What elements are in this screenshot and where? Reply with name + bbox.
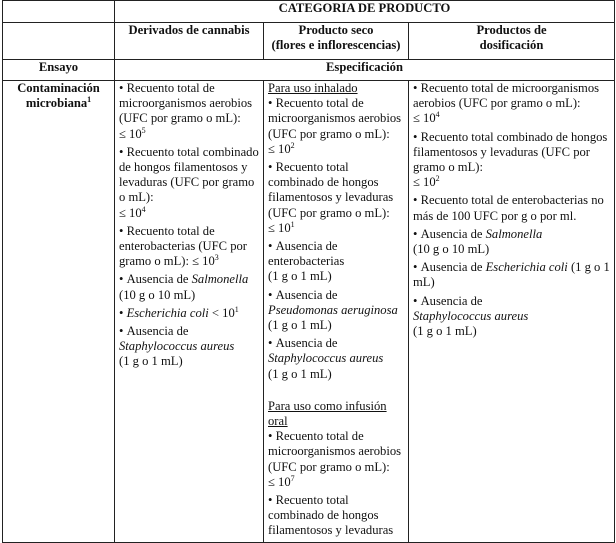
item-sample: (1 g o 1 mL) bbox=[268, 269, 332, 284]
section-title-line2: oral bbox=[268, 414, 288, 429]
assay-label: Ensayo bbox=[3, 60, 115, 81]
list-item bbox=[413, 81, 610, 127]
list-item bbox=[268, 160, 404, 236]
item-text: Recuento total de enterobacterias (UFC por gramo o mL): bbox=[119, 223, 247, 269]
item-limit: ≤ 10 bbox=[413, 111, 436, 126]
col-header-dosificacion-line2: dosificación bbox=[479, 38, 544, 53]
col-header-dosificacion bbox=[409, 23, 615, 60]
list-item bbox=[268, 288, 404, 334]
category-header-row bbox=[3, 1, 615, 23]
col-header-derivados: Derivados de cannabis bbox=[115, 23, 264, 60]
cell-dosificacion bbox=[409, 81, 615, 543]
list-item bbox=[413, 294, 610, 340]
item-organism: Pseudomonas aeruginosa bbox=[268, 302, 398, 317]
item-exponent: 2 bbox=[290, 140, 295, 150]
item-exponent: 2 bbox=[435, 174, 440, 184]
col-header-producto-seco-line1: Producto seco bbox=[298, 23, 374, 37]
item-exponent: 7 bbox=[290, 473, 295, 483]
item-text: Recuento total de microorganismos aerobios (UFC por gramo o mL): bbox=[413, 81, 600, 111]
item-text: Recuento total combinado de hongos filamentosos y levaduras (UFC por gramo o mL): bbox=[268, 160, 394, 220]
row-label-line2: microbiana bbox=[25, 96, 88, 111]
item-text: Recuento total combinado de hongos filamentosos y levaduras (UFC por gramo o mL): bbox=[413, 129, 608, 175]
list-item bbox=[119, 272, 259, 302]
list-item bbox=[268, 336, 404, 382]
item-text: Ausencia de bbox=[126, 272, 192, 287]
cell-producto-seco bbox=[264, 81, 409, 543]
item-organism: Salmonella bbox=[485, 226, 543, 241]
item-text: Recuento total de microorganismos aerobios (UFC por gramo o mL): bbox=[119, 81, 253, 126]
item-text: Ausencia de bbox=[420, 260, 486, 275]
item-organism: Staphylococcus aureus bbox=[119, 339, 235, 354]
item-organism: Staphylococcus aureus bbox=[268, 351, 384, 366]
item-limit: ≤ 10 bbox=[268, 474, 291, 489]
item-limit: ≤ 10 bbox=[119, 126, 142, 141]
item-limit: ≤ 10 bbox=[268, 220, 291, 235]
item-text: Ausencia de bbox=[126, 324, 189, 339]
cell-derivados bbox=[115, 81, 264, 543]
section-title-infusion bbox=[268, 399, 404, 429]
item-exponent: 1 bbox=[234, 304, 239, 314]
item-text: Recuento total de enterobacterias no más de 100 UFC por g o por ml. bbox=[413, 193, 604, 223]
list-item bbox=[268, 96, 404, 157]
column-header-row bbox=[3, 23, 615, 60]
item-text: Recuento total combinado de hongos filamentosos y levaduras (UFC por gramo o mL): bbox=[119, 144, 259, 205]
item-limit: ≤ 10 bbox=[192, 254, 215, 269]
list-item bbox=[413, 260, 610, 290]
list-item bbox=[268, 493, 404, 539]
microbial-row bbox=[3, 81, 615, 543]
item-organism: Escherichia coli bbox=[485, 260, 568, 275]
item-exponent: 5 bbox=[141, 125, 146, 135]
item-limit: ≤ 10 bbox=[413, 175, 436, 190]
list-item bbox=[119, 145, 259, 221]
item-exponent: 4 bbox=[141, 204, 146, 214]
item-exponent: 3 bbox=[214, 253, 219, 263]
item-sample: (10 g o 10 mL) bbox=[119, 287, 196, 302]
list-item bbox=[119, 81, 259, 142]
item-organism: Staphylococcus aureus bbox=[413, 308, 529, 323]
item-text: Ausencia de bbox=[420, 226, 486, 241]
item-text: Ausencia de bbox=[275, 287, 338, 302]
item-text: Ausencia de bbox=[420, 293, 483, 308]
item-sample: (1 g o 1 mL) bbox=[119, 354, 183, 369]
item-exponent: 1 bbox=[290, 219, 295, 229]
list-item bbox=[268, 429, 404, 490]
item-organism: Escherichia coli bbox=[126, 305, 209, 320]
col-header-producto-seco-line2: (flores e inflorescencias) bbox=[271, 38, 401, 53]
row-label-footnote: 1 bbox=[87, 95, 92, 105]
section-title-inhalado: Para uso inhalado bbox=[268, 81, 358, 95]
row-label-microbial bbox=[3, 81, 115, 543]
assay-header-row bbox=[3, 60, 615, 81]
list-item bbox=[119, 306, 259, 321]
item-text: Ausencia de enterobacterias bbox=[268, 239, 345, 269]
list-item bbox=[413, 227, 610, 257]
empty-corner-cell-2 bbox=[3, 23, 115, 60]
specification-table bbox=[2, 0, 615, 543]
item-text: Recuento total de microorganismos aerobios (UFC por gramo o mL): bbox=[268, 429, 402, 474]
row-label-line1: Contaminación bbox=[17, 81, 100, 95]
item-sample: (1 g o 1 mL) bbox=[268, 318, 332, 333]
list-item bbox=[413, 193, 610, 223]
item-limit: < 10 bbox=[208, 305, 235, 320]
list-item bbox=[413, 130, 610, 191]
item-sample: (1 g o 1 mL) bbox=[413, 324, 477, 339]
col-header-producto-seco bbox=[264, 23, 409, 60]
item-limit: ≤ 10 bbox=[268, 141, 291, 156]
item-text: Ausencia de bbox=[275, 336, 338, 351]
item-limit: ≤ 10 bbox=[119, 205, 142, 220]
section-title-line1: Para uso como infusión bbox=[268, 398, 387, 413]
section-gap bbox=[268, 385, 404, 399]
item-text: Recuento total de microorganismos aerobios (UFC por gramo o mL): bbox=[268, 96, 402, 141]
empty-corner-cell bbox=[3, 1, 115, 23]
item-organism: Salmonella bbox=[191, 272, 249, 287]
item-text: Recuento total combinado de hongos filamentosos y levaduras bbox=[268, 493, 394, 538]
list-item bbox=[119, 224, 259, 270]
col-header-dosificacion-line1: Productos de bbox=[476, 23, 547, 37]
spec-label: Especificación bbox=[115, 60, 615, 81]
item-sample: (10 g o 10 mL) bbox=[413, 242, 490, 257]
category-title: CATEGORIA DE PRODUCTO bbox=[115, 1, 615, 23]
item-exponent: 4 bbox=[435, 110, 440, 120]
list-item bbox=[268, 239, 404, 285]
item-sample: (1 g o 1 mL) bbox=[413, 260, 610, 290]
list-item bbox=[119, 324, 259, 370]
item-sample: (1 g o 1 mL) bbox=[268, 366, 332, 381]
